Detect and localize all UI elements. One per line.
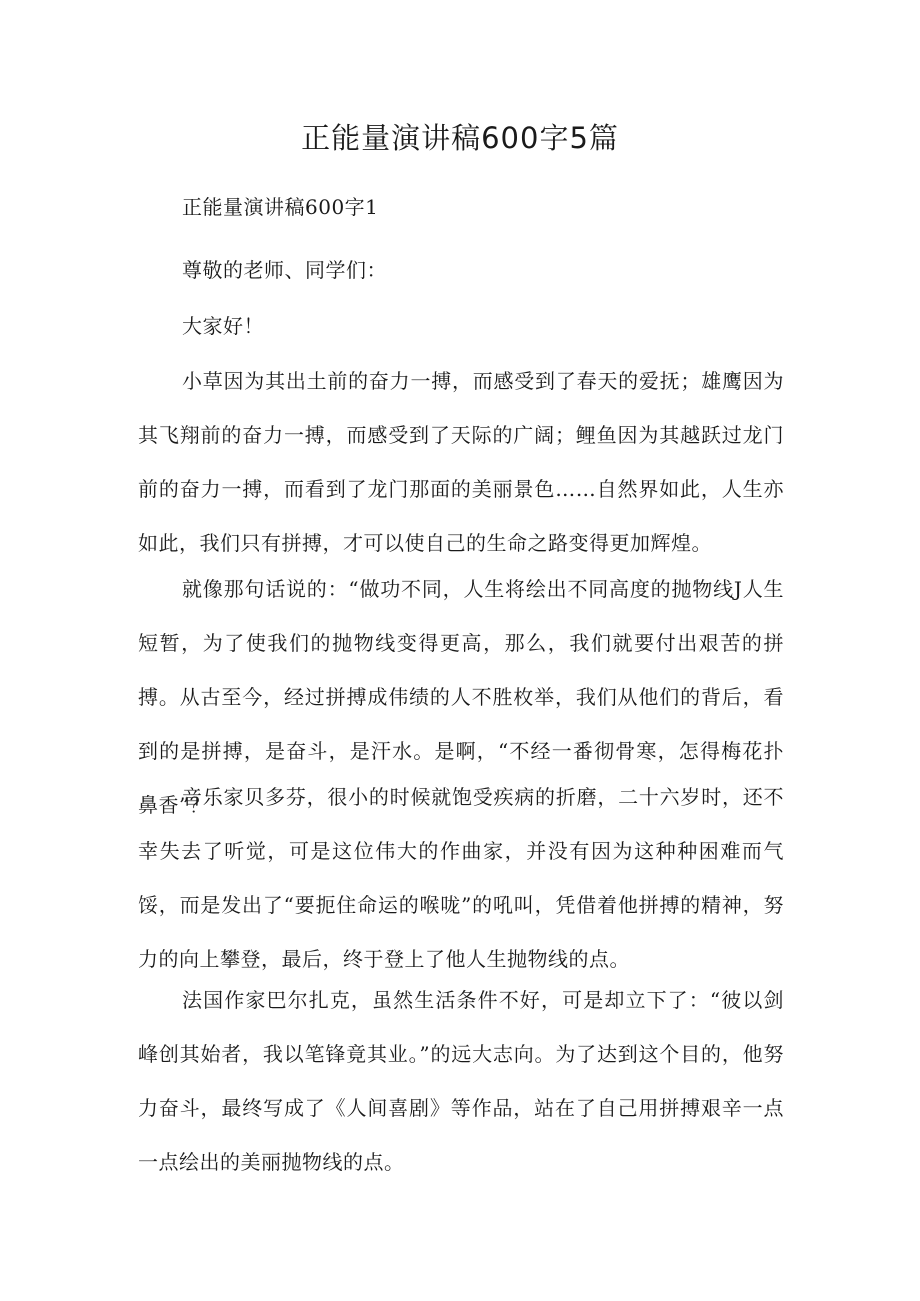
body-paragraph: 音乐家贝多芬，很小的时候就饱受疾病的折磨，二十六岁时，还不幸失去了听觉，可是这位伟大的作曲家，并没有因为这种种困难而气馁，而是发出了“要扼住命运的喉咙”的吼叫，凭借着他拼搏的精神，努力的向上攀登，最后，终于登上了他人生抛物线的点。 [138,785,784,971]
body-paragraph: 就像那句话说的：“做功不同，人生将绘出不同高度的抛物线J人生短暂，为了使我们的抛物线变得更高，那么，我们就要付出艰苦的拼搏。从古至今，经过拼搏成伟绩的人不胜枚举，我们从他们的背后，看到的是拼搏，是奋斗，是汗水。是啊，“不经一番彻骨寒，怎得梅花扑鼻香”？ [138,577,784,817]
body-paragraph: 小草因为其出土前的奋力一搏，而感受到了春天的爱抚；雄鹰因为其飞翔前的奋力一搏，而感受到了天际的广阔；鲤鱼因为其越跃过龙门前的奋力一搏，而看到了龙门那面的美丽景色……自然界如此，人生亦如此，我们只有拼搏，才可以使自己的生命之路变得更加辉煌。 [138,369,784,555]
section-heading: 正能量演讲稿600字1 [182,195,379,219]
greeting: 大家好！ [182,314,264,338]
document-title: 正能量演讲稿600字5篇 [301,121,619,155]
salutation: 尊敬的老师、同学们： [182,258,387,282]
body-paragraph: 法国作家巴尔扎克，虽然生活条件不好，可是却立下了：“彼以剑峰创其始者，我以笔锋竟其业。”的远大志向。为了达到这个目的，他努力奋斗，最终写成了《人间喜剧》等作品，站在了自己用拼搏艰辛一点一点绘出的美丽抛物线的点。 [138,988,784,1174]
